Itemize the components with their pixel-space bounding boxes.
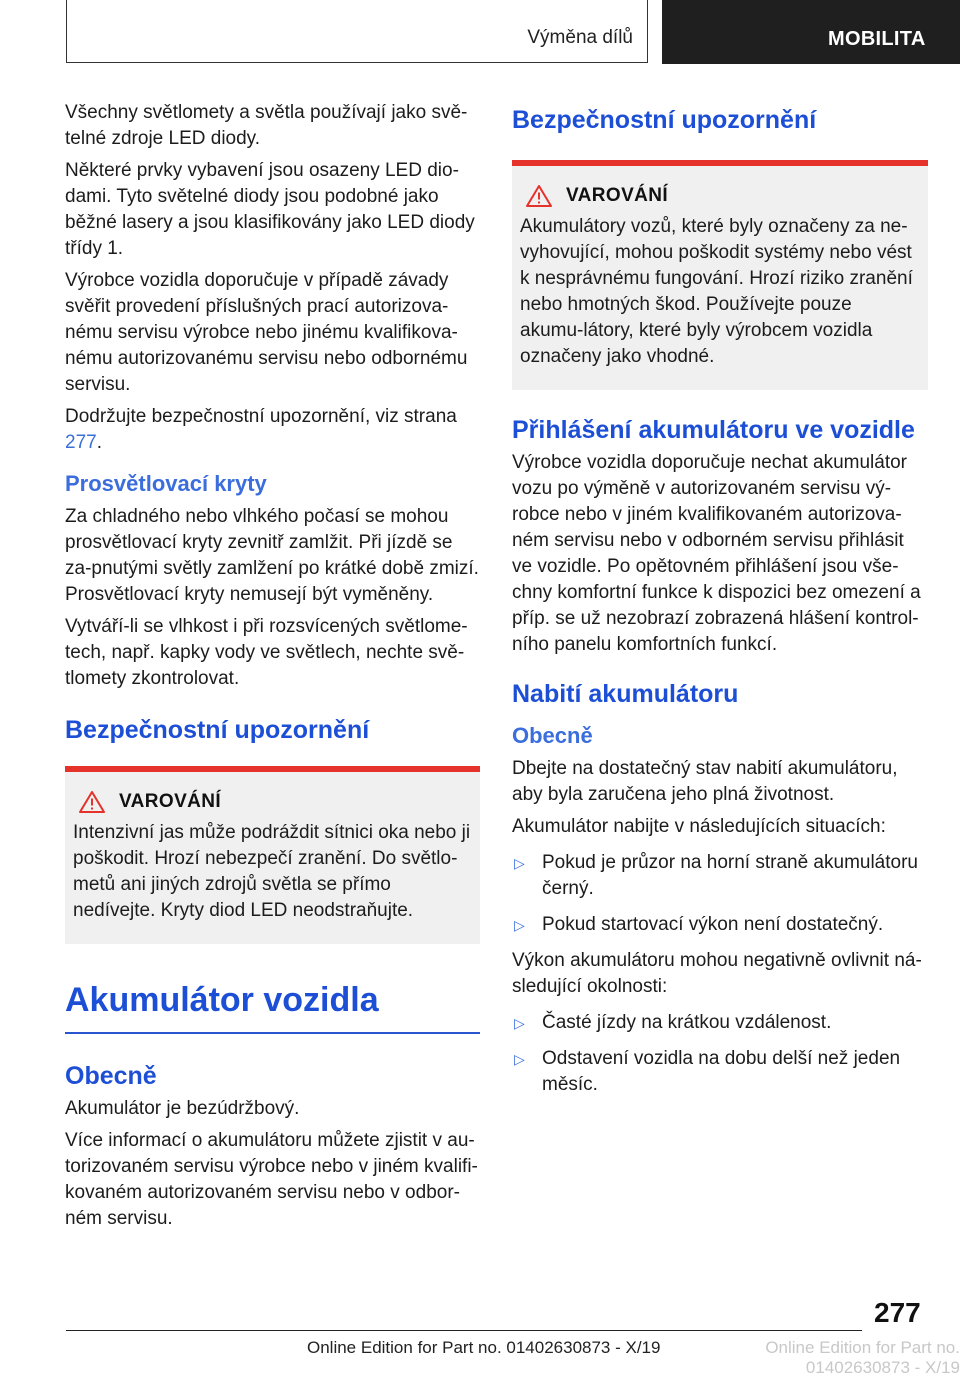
bullet-list: [512, 850, 928, 938]
warning-box: [512, 160, 928, 390]
right-column: [512, 100, 928, 1108]
heading-safety: Bezpečnostní upozornění: [512, 106, 817, 134]
heading-safety: Bezpečnostní upozornění: [65, 716, 370, 744]
warning-title: VAROVÁNÍ: [119, 791, 222, 812]
warning-box: [65, 766, 480, 944]
page-number: 277: [874, 1297, 921, 1328]
left-column: [65, 100, 480, 1238]
paragraph: Za chladného nebo vlhkého počasí se mohou prosvětlovací kryty zevnitř zamlžit. Při jízdě se za-pnutými světly zamlžení po krátké době zmizí. Prosvětlovací kryty nemusejí být vyměněny.: [65, 506, 479, 605]
warning-header: [520, 184, 920, 208]
heading-battery-registration: Přihlášení akumulátoru ve vozidle: [512, 416, 915, 444]
triangle-bullet-icon: ▷: [514, 1051, 525, 1067]
paragraph: Akumulátor nabijte v následujících situacích:: [512, 816, 886, 837]
paragraph: Výrobce vozidla doporučuje nechat akumulátor vozu po výměně v autorizovaném servisu vý-robce nebo v jiném kvalifikovaném autorizova-ném servisu nebo v odborném servisu přihlásit ve vozidle. Po opětovném přihlášení jsou vše-chny komfortní funkce k dispozici bez omezení a příp. se už nezobrazí zobrazená hlášení kontrol-ního panelu komfortních funkcí.: [512, 452, 921, 655]
page-reference-link[interactable]: 277: [65, 432, 97, 453]
warning-triangle-icon: [78, 790, 106, 814]
warning-title: VAROVÁNÍ: [566, 185, 669, 206]
subheading-covers: Prosvětlovací kryty: [65, 471, 267, 496]
list-item-text: Časté jízdy na krátkou vzdálenost.: [542, 1012, 832, 1033]
heading-divider: [65, 1032, 480, 1034]
triangle-bullet-icon: ▷: [514, 917, 525, 933]
paragraph: Dbejte na dostatečný stav nabití akumulátoru, aby byla zaručena jeho plná životnost.: [512, 758, 898, 805]
warning-text: Intenzivní jas může podráždit sítnici oka nebo ji poškodit. Hrozí nebezpečí zranění. Do světlo-metů ani jiných zdrojů světla se přímo nedívejte. Kryty diod LED neodstraňujte.: [73, 822, 471, 921]
list-item: [512, 912, 928, 938]
paragraph: Některé prvky vybavení jsou osazeny LED dio-dami. Tyto světelné diody jsou podobné jako běžné lasery a jsou klasifikovány jako LED diody třídy 1.: [65, 160, 475, 259]
page-header: [0, 0, 960, 64]
triangle-bullet-icon: ▷: [514, 855, 525, 871]
paragraph: Vytváří-li se vlhkost i při rozsvícených světlome-tech, např. kapky vody ve světlech, nechte svě-tlomety zkontrolovat.: [65, 616, 468, 689]
heading-battery-charging: Nabití akumulátoru: [512, 680, 739, 708]
list-item: [512, 1046, 928, 1098]
edition-text: Online Edition for Part no. 01402630873 - X/19: [307, 1338, 661, 1357]
list-item: [512, 1010, 928, 1036]
paragraph: Více informací o akumulátoru můžete zjistit v au-torizovaném servisu výrobce nebo v jiném kvalifi-kovaném autorizovaném servisu nebo v odbor-ném servisu.: [65, 1130, 478, 1229]
list-item: [512, 850, 928, 902]
paragraph-end: .: [96, 432, 102, 453]
warning-triangle-icon: [525, 184, 553, 208]
chapter-tab-label: MOBILITA: [828, 28, 926, 50]
paragraph: Výrobce vozidla doporučuje v případě závady svěřit provedení příslušných prací autorizova-nému servisu výrobce nebo jinému kvalifikova-nému autorizovanému servisu nebo odbornému servisu.: [65, 270, 468, 395]
watermark-text: Online Edition for Part no. 01402630873 - X/19: [765, 1338, 960, 1377]
paragraph-text: Dodržujte bezpečnostní upozornění, viz strana: [65, 406, 457, 427]
paragraph: Výkon akumulátoru mohou negativně ovlivnit ná-sledující okolnosti:: [512, 950, 922, 997]
list-item-text: Pokud startovací výkon není dostatečný.: [542, 914, 884, 935]
subheading-general: Obecně: [512, 723, 593, 748]
heading-general: Obecně: [65, 1062, 157, 1090]
paragraph: Akumulátor je bezúdržbový.: [65, 1098, 300, 1119]
section-title: Výměna dílů: [527, 27, 633, 48]
warning-header: [73, 790, 472, 814]
chapter-tab: [662, 0, 960, 64]
list-item-text: Odstavení vozidla na dobu delší než jeden měsíc.: [542, 1048, 901, 1095]
footer-divider: [66, 1330, 862, 1331]
bullet-list: [512, 1010, 928, 1098]
section-header-box: [66, 0, 648, 63]
heading-vehicle-battery: Akumulátor vozidla: [65, 981, 379, 1019]
paragraph-with-page-ref: [65, 404, 480, 456]
warning-text: Akumulátory vozů, které byly označeny za ne-vyhovující, mohou poškodit systémy nebo vést k nesprávnému fungování. Hrozí riziko zranění nebo hmotných škod. Používejte pouze akumu-látory, které byly výrobcem vozidla označeny jako vhodné.: [520, 216, 913, 367]
paragraph: Všechny světlomety a světla používají jako svě-telné zdroje LED diody.: [65, 102, 468, 149]
list-item-text: Pokud je průzor na horní straně akumulátoru černý.: [542, 852, 918, 899]
triangle-bullet-icon: ▷: [514, 1015, 525, 1031]
